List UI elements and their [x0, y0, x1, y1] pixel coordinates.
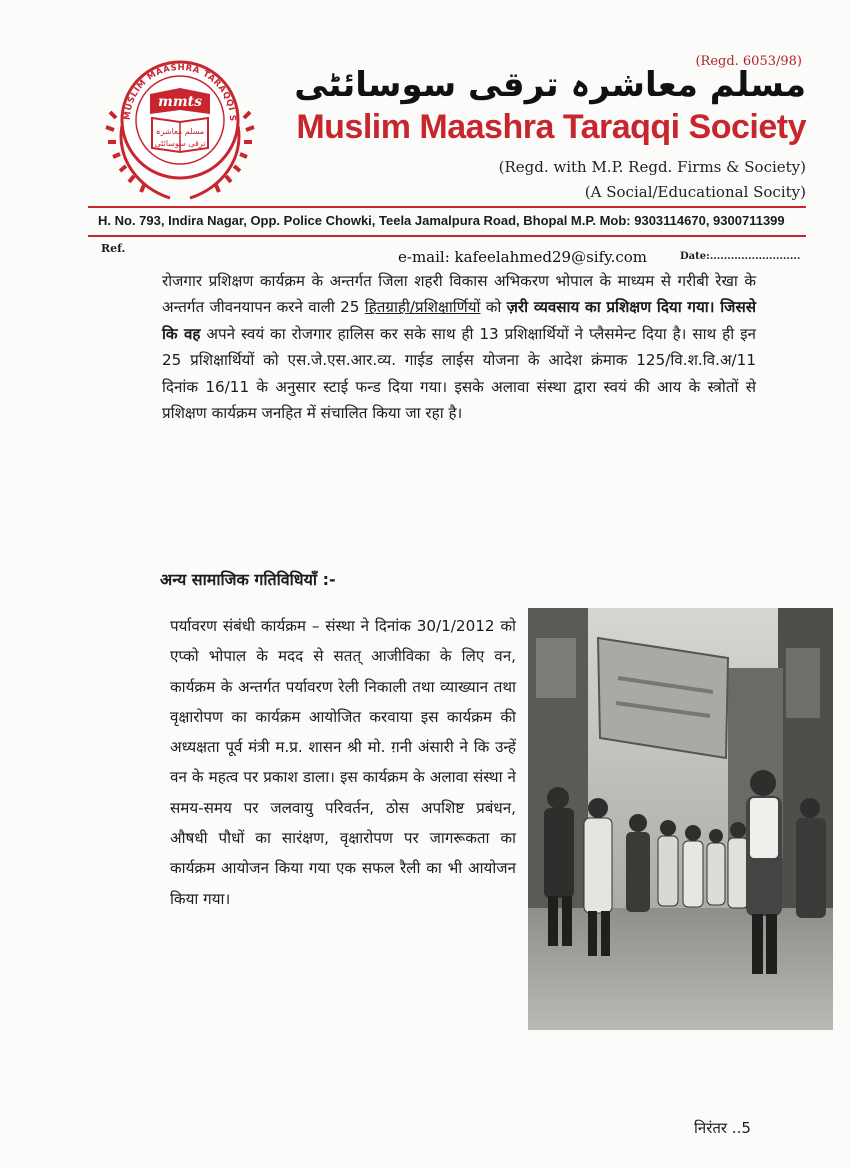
- email-line: [398, 248, 647, 266]
- ref-label: Ref.: [101, 242, 126, 255]
- society-name: Muslim Maashra Taraqqi Society: [296, 108, 806, 146]
- society-type-line: (A Social/Educational Socity): [584, 183, 806, 201]
- address-line: H. No. 793, Indira Nagar, Opp. Police Chowki, Teela Jamalpura Road, Bhopal M.P. Mob: 9303114670, 9300711399: [98, 213, 785, 228]
- society-logo: [98, 48, 262, 208]
- date-field: Date:..........................: [680, 251, 801, 262]
- logo-monogram: mmts: [158, 94, 202, 110]
- paragraph-environment-program: पर्यावरण संबंधी कार्यक्रम – संस्था ने दिनांक 30/1/2012 को एप्को भोपाल के मदद से सतत् आजीविका के लिए वन, कार्यक्रम के अन्तर्गत पर्यावरण रेली निकाली तथा व्याख्यान तथा वृक्षारोपण का कार्यक्रम आयोजित करवाया इस कार्यक्रम की अध्यक्षता पूर्व मंत्री म.प्र. शासन श्री मो. ग़नी अंसारी ने कि उन्हें वन के महत्व पर प्रकाश डाला। इस कार्यक्रम के अलावा संस्था ने समय-समय पर जलवायु परिवर्तन, ठोस अपशिष्ट प्रबंधन, औषधी पौधों का सारंक्षण, वृक्षारोपण पर जागरूकता का कार्यक्रम आयोजन किया गया एक सफल रैली का भी आयोजन किया गया।: [170, 617, 516, 908]
- para1-underlined-text: हितग्राही/प्रशिक्षार्णियों: [364, 298, 481, 317]
- email-address: kafeelahmed29@sify.com: [454, 248, 648, 266]
- email-label: e-mail:: [398, 248, 450, 266]
- registration-number: (Regd. 6053/98): [695, 54, 802, 69]
- rally-photo: [528, 608, 833, 1030]
- logo-urdu-1: مسلم معاشرہ: [155, 127, 205, 136]
- continued-page-marker: निरंतर ..5: [694, 1119, 751, 1137]
- logo-urdu-2: ترقی سوسائٹی: [154, 139, 206, 148]
- para1-text-b: को: [480, 298, 507, 317]
- para1-text-a: रोजगार प्रशिक्षण कार्यक्रम के अन्तर्गत जिला शहरी विकास अभिकरण भोपाल के माध्यम से गरीबी रेखा के अन्तर्गत जीवनयापन करने वाली 25: [162, 272, 756, 317]
- para1-bold-text: ज़री व्यवसाय का प्रशिक्षण दिया गया। जिससे कि वह: [162, 298, 756, 343]
- urdu-society-name: مسلم معاشرہ ترقی سوسائٹی: [294, 65, 806, 105]
- header-rule-bottom: [88, 235, 806, 237]
- para1-text-c: अपने स्वयं का रोजगार हालिस कर सके साथ ही 13 प्रशिक्षार्थियों ने प्लैसमेन्ट दिया है। साथ ही इन 25 प्रशिक्षार्थियों को एस.जे.एस.आर.व्य. गाईड लाईस योजना के आदेश क्रंमाक 125/वि.श.वि.अ/11 दिनांक 16/11 के अनुसार स्टाई फन्ड दिया गया। इसके अलावा संस्था द्वारा स्वयं की आय के स्त्रोतों से प्रशिक्षण कार्यक्रम जनहित में संचालित किया जा रहा है।: [162, 324, 756, 423]
- section-heading-social-activities: अन्य सामाजिक गतिविधियाँ :-: [160, 570, 336, 589]
- registration-line: (Regd. with M.P. Regd. Firms & Society): [498, 158, 806, 176]
- logo-ring-text: MUSLIM MAASHRA TARAQQI S: [122, 62, 238, 122]
- paragraph-employment-training: [162, 268, 756, 426]
- header-rule-top: [88, 206, 806, 208]
